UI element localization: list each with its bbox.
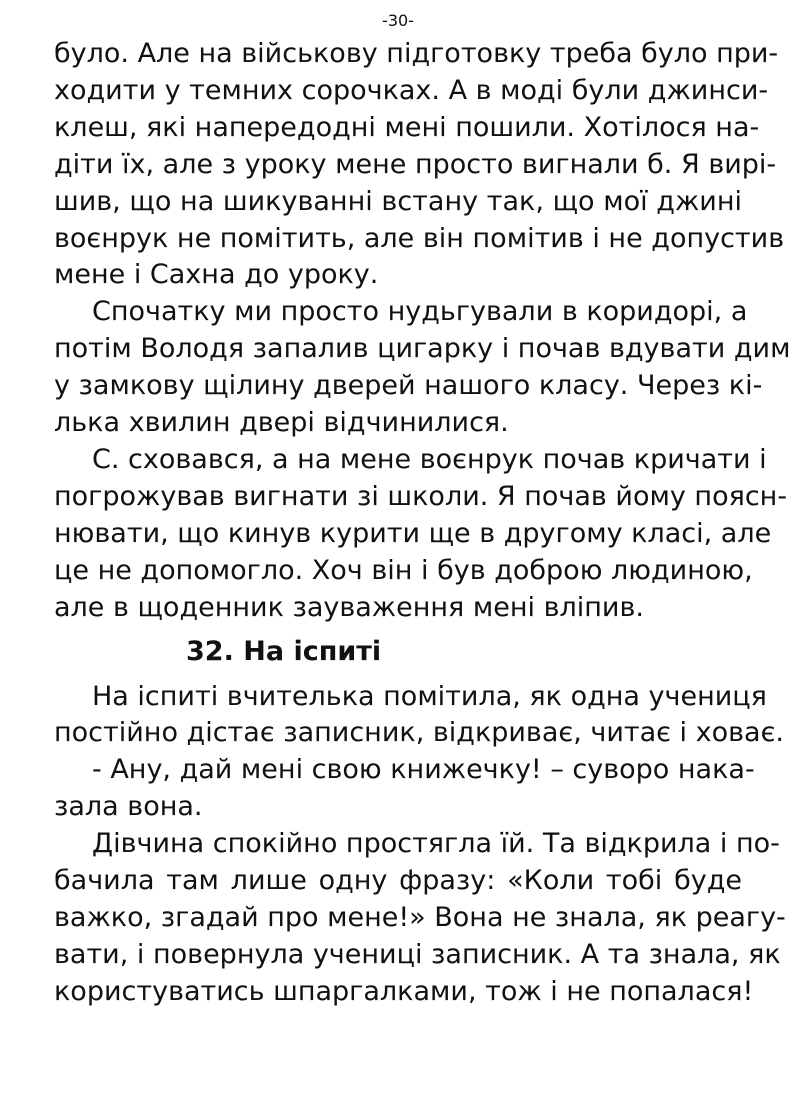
paragraph-corridor [54,294,791,442]
text-line: мене і Сахна до уроку. [54,259,379,291]
text-line: потім Володя запалив цигарку і почав вдувати дим [54,333,791,365]
text-line: воєнрук не помітить, але він помітив і не допустив [54,222,785,254]
paragraph-notebook [54,826,786,1011]
text-line: бачила там лише одну фразу: «Коли тобі буде [54,865,742,897]
book-page [54,8,791,1011]
text-line: це не допомогло. Хоч він і був доброю людиною, [54,554,753,586]
text-line: На іспиті вчителька помітила, як одна учениця [92,680,767,712]
paragraph-dialogue [54,752,755,826]
paragraph-diary-remark [54,442,788,627]
text-line: у замкову щілину дверей нашого класу. Через кі- [54,370,763,402]
text-line: було. Але на військову підготовку треба було при- [54,38,779,69]
page-number: -30- [382,11,414,30]
text-line: нювати, що кинув курити ще в другому класі, але [54,517,772,549]
text-line: - Ану, дай мені свою книжечку! – суворо нака- [92,754,755,786]
text-line: шив, що на шикуванні встану так, що мої джині [54,185,742,217]
paragraph-continuation [54,36,785,294]
text-line: клеш, які напередодні мені пошили. Хотілося на- [54,111,760,143]
text-line: погрожував вигнати зі школи. Я почав йому поясн- [54,480,788,512]
text-line: вати, і повернула учениці записник. А та знала, як [54,938,781,970]
text-line: користуватись шпаргалками, тож і не попалася! [54,975,754,1007]
text-line: Спочатку ми просто нудьгували в коридорі, а [92,296,748,328]
text-line: діти їх, але з уроку мене просто вигнали б. Я вирі- [54,148,777,180]
text-line: С. сховався, а на мене воєнрук почав кричати і [92,443,767,475]
section-heading: 32. На іспиті [186,635,382,667]
text-line: важко, згадай про мене!» Вона не знала, як реагу- [54,901,786,933]
paragraph-exam [54,679,784,753]
text-line: постійно дістає записник, відкриває, читає і ховає. [54,717,784,749]
text-line: Дівчина спокійно простягла їй. Та відкрила і по- [92,828,780,860]
text-line: ходити у темних сорочках. А в моді були джинси- [54,74,769,106]
text-line: лька хвилин двері відчинилися. [54,407,509,439]
text-line: але в щоденник зауваження мені вліпив. [54,591,644,623]
text-line: зала вона. [54,791,203,823]
